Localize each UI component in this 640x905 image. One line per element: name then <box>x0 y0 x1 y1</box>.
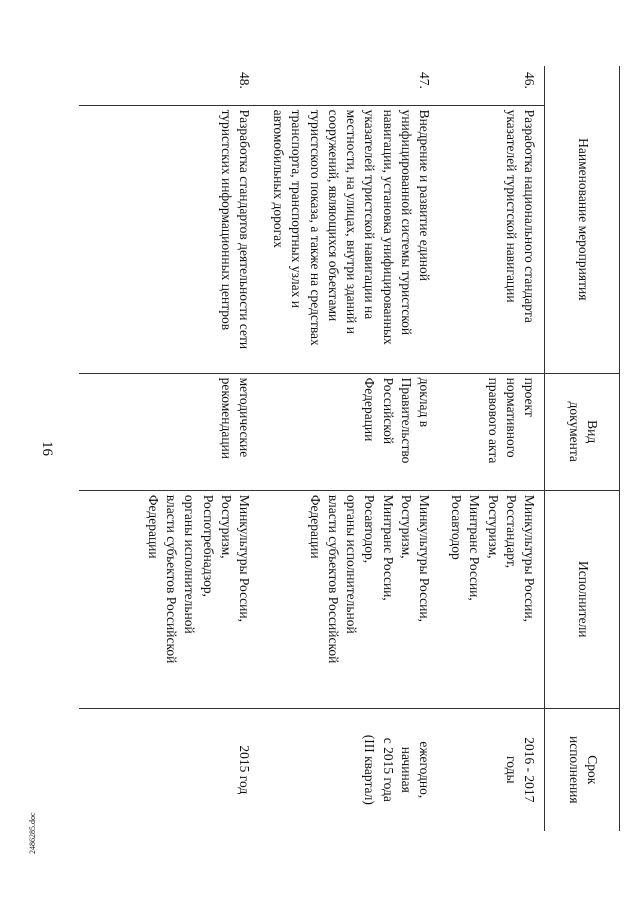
row-number: 47. <box>417 72 432 89</box>
measures-table <box>79 66 620 831</box>
row-deadline: 2015 год <box>79 708 259 831</box>
header-deadline: Срок исполнения <box>545 708 620 831</box>
header-doc-type: Вид документа <box>545 373 620 490</box>
row-name: Разработка национального стандарта указателей туристской навигации <box>439 105 545 373</box>
table-row <box>259 66 439 831</box>
row-number: 48. <box>237 72 252 89</box>
row-executors: Минкультуры России, Ростуризм, Минтранс России, Росавтодор, органы исполнительной власти субъектов Российской Федерации <box>259 490 439 708</box>
row-doc-type: доклад в Правительство Российской Федерации <box>259 373 439 490</box>
table-row <box>79 66 259 831</box>
row-name: Внедрение и развитие единой унифицированной системы туристской навигации, установка унифицированных указателей туристской навигации на местности, на улицах, внутри зданий и сооружений, являющихся объектами туристского показа, а также на средствах транспорта, транспортных узлах и автомобильных дорогах <box>259 105 439 373</box>
row-number: 46. <box>522 72 537 89</box>
header-executors: Исполнители <box>545 490 620 708</box>
document-footer: 2486285.doc <box>28 812 37 854</box>
page-number: 16 <box>39 441 55 456</box>
row-deadline: ежегодно, начиная с 2015 года (III квартал) <box>259 708 439 831</box>
row-executors: Минкультуры России, Росстандарт, Ростуризм, Минтранс России, Росавтодор <box>439 490 545 708</box>
table-row <box>439 66 545 831</box>
measures-table-container <box>75 66 620 831</box>
row-deadline: 2016 - 2017 годы <box>439 708 545 831</box>
row-name: Разработка стандартов деятельности сети туристских информационных центров <box>79 105 259 373</box>
row-doc-type: проект нормативного правового акта <box>439 373 545 490</box>
table-header-row <box>545 66 620 831</box>
header-name: Наименование мероприятия <box>545 66 620 373</box>
row-doc-type: методические рекомендации <box>79 373 259 490</box>
row-executors: Минкультуры России, Ростуризм, Роспотребнадзор, органы исполнительной власти субъектов Российской Федерации <box>79 490 259 708</box>
